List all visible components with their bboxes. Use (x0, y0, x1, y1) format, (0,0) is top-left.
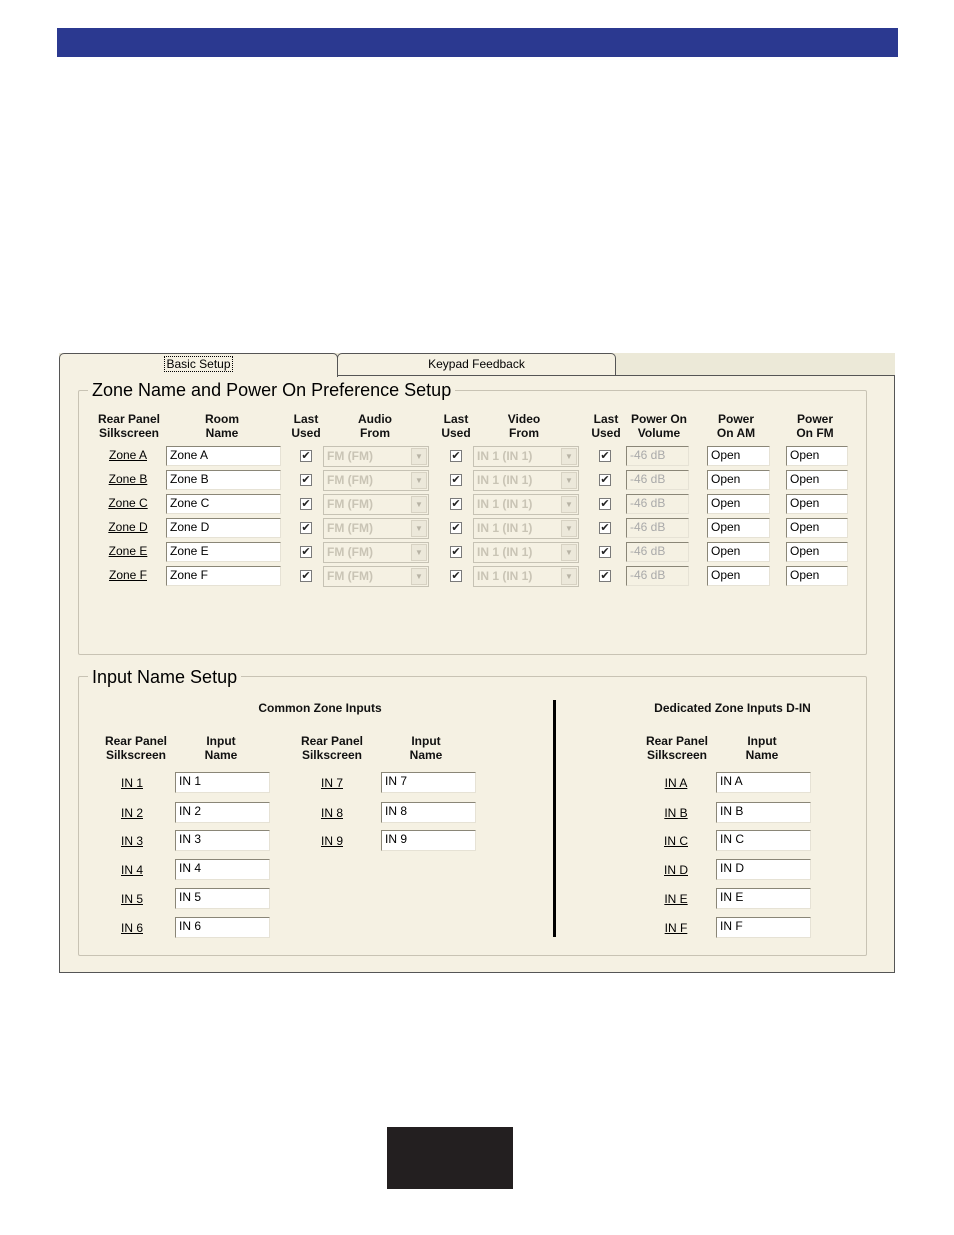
audio-from-value: FM (FM) (327, 521, 373, 535)
common-input-name-field[interactable]: IN 3 (175, 830, 270, 851)
room-name-field[interactable]: Zone E (166, 542, 281, 562)
common-input-name-field[interactable]: IN 1 (175, 772, 270, 793)
audio-from-value: FM (FM) (327, 497, 373, 511)
audio-from-value: FM (FM) (327, 545, 373, 559)
power-on-fm-field[interactable]: Open (786, 566, 848, 586)
common-input-name-field[interactable]: IN 4 (175, 859, 270, 880)
header-last-used-video: Last Used (441, 412, 471, 440)
section-divider (553, 700, 556, 937)
dedicated-input-silkscreen-link[interactable]: IN F (664, 921, 688, 935)
common-input-silkscreen-link[interactable]: IN 7 (320, 776, 343, 790)
dropdown-arrow-icon: ▼ (561, 448, 577, 465)
power-on-volume-field[interactable]: -46 dB (626, 470, 689, 490)
power-on-fm-field[interactable]: Open (786, 518, 848, 538)
common-input-name-field[interactable]: IN 6 (175, 917, 270, 938)
checkmark-icon: ✔ (600, 450, 610, 462)
last-used-volume-checkbox[interactable] (599, 570, 611, 582)
tab-basic-setup-label: Basic Setup (166, 357, 231, 371)
common-input-silkscreen-link[interactable]: IN 5 (120, 892, 143, 906)
power-on-am-field[interactable]: Open (707, 518, 770, 538)
checkmark-icon: ✔ (451, 474, 461, 486)
power-on-am-field[interactable]: Open (707, 446, 770, 466)
dropdown-arrow-icon: ▼ (411, 520, 427, 537)
last-used-volume-checkbox[interactable] (599, 498, 611, 510)
power-on-am-field[interactable]: Open (707, 470, 770, 490)
checkmark-icon: ✔ (600, 498, 610, 510)
dedicated-input-name-field[interactable]: IN E (716, 888, 811, 909)
header-power-on-volume: Power On Volume (630, 412, 687, 440)
dedicated-input-silkscreen-link[interactable]: IN C (664, 834, 688, 848)
top-banner (57, 28, 898, 57)
room-name-field[interactable]: Zone B (166, 470, 281, 490)
header-room-name: Room Name (205, 412, 239, 440)
zone-silkscreen-link[interactable]: Zone C (108, 496, 148, 510)
header-last-used-volume: Last Used (591, 412, 621, 440)
header-rear-panel: Rear Panel Silkscreen (97, 412, 161, 440)
last-used-volume-checkbox[interactable] (599, 474, 611, 486)
last-used-audio-checkbox[interactable] (300, 498, 312, 510)
zone-setup-title: Zone Name and Power On Preference Setup (88, 379, 455, 401)
last-used-video-checkbox[interactable] (450, 570, 462, 582)
header-input-name-col1: Input Name (204, 734, 238, 762)
last-used-video-checkbox[interactable] (450, 546, 462, 558)
dropdown-arrow-icon: ▼ (561, 520, 577, 537)
common-input-silkscreen-link[interactable]: IN 2 (120, 806, 143, 820)
power-on-fm-field[interactable]: Open (786, 542, 848, 562)
audio-from-value: FM (FM) (327, 473, 373, 487)
checkmark-icon: ✔ (600, 522, 610, 534)
room-name-field[interactable]: Zone A (166, 446, 281, 466)
last-used-audio-checkbox[interactable] (300, 570, 312, 582)
header-rear-panel-dedicated: Rear Panel Silkscreen (645, 734, 709, 762)
page-footer-box (387, 1127, 513, 1189)
header-audio-from: Audio From (358, 412, 392, 440)
checkmark-icon: ✔ (451, 450, 461, 462)
last-used-video-checkbox[interactable] (450, 498, 462, 510)
zone-silkscreen-link[interactable]: Zone A (108, 448, 148, 462)
dedicated-input-silkscreen-link[interactable]: IN E (664, 892, 688, 906)
power-on-volume-field[interactable]: -46 dB (626, 566, 689, 586)
last-used-audio-checkbox[interactable] (300, 546, 312, 558)
last-used-volume-checkbox[interactable] (599, 522, 611, 534)
header-last-used-audio: Last Used (291, 412, 321, 440)
header-rear-panel-col1: Rear Panel Silkscreen (104, 734, 168, 762)
video-from-select[interactable] (473, 494, 579, 515)
power-on-fm-field[interactable]: Open (786, 494, 848, 514)
zone-silkscreen-link[interactable]: Zone F (108, 568, 147, 582)
tab-basic-setup[interactable] (59, 353, 338, 377)
common-input-silkscreen-link[interactable]: IN 9 (320, 834, 343, 848)
audio-from-value: FM (FM) (327, 449, 373, 463)
zone-silkscreen-link[interactable]: Zone B (108, 472, 148, 486)
audio-from-select[interactable] (323, 518, 429, 539)
dedicated-input-silkscreen-link[interactable]: IN A (664, 776, 688, 790)
video-from-value: IN 1 (IN 1) (477, 449, 533, 463)
dedicated-input-silkscreen-link[interactable]: IN D (664, 863, 688, 877)
video-from-value: IN 1 (IN 1) (477, 497, 533, 511)
video-from-select[interactable] (473, 470, 579, 491)
audio-from-select[interactable] (323, 446, 429, 467)
video-from-value: IN 1 (IN 1) (477, 521, 533, 535)
common-input-silkscreen-link[interactable]: IN 8 (320, 806, 343, 820)
checkmark-icon: ✔ (600, 474, 610, 486)
audio-from-select[interactable] (323, 542, 429, 563)
header-video-from: Video From (507, 412, 541, 440)
common-input-name-field[interactable]: IN 9 (381, 830, 476, 851)
video-from-select[interactable] (473, 566, 579, 587)
checkmark-icon: ✔ (451, 546, 461, 558)
last-used-video-checkbox[interactable] (450, 450, 462, 462)
common-inputs-title: Common Zone Inputs (258, 701, 382, 715)
dropdown-arrow-icon: ▼ (411, 544, 427, 561)
dropdown-arrow-icon: ▼ (411, 496, 427, 513)
video-from-value: IN 1 (IN 1) (477, 473, 533, 487)
header-input-name-dedicated: Input Name (745, 734, 779, 762)
common-input-name-field[interactable]: IN 7 (381, 772, 476, 793)
dedicated-input-name-field[interactable]: IN B (716, 802, 811, 823)
last-used-video-checkbox[interactable] (450, 522, 462, 534)
dropdown-arrow-icon: ▼ (561, 544, 577, 561)
video-from-select[interactable] (473, 446, 579, 467)
common-input-name-field[interactable]: IN 2 (175, 802, 270, 823)
room-name-field[interactable]: Zone F (166, 566, 281, 586)
common-input-name-field[interactable]: IN 5 (175, 888, 270, 909)
video-from-value: IN 1 (IN 1) (477, 569, 533, 583)
last-used-audio-checkbox[interactable] (300, 522, 312, 534)
dropdown-arrow-icon: ▼ (411, 472, 427, 489)
last-used-audio-checkbox[interactable] (300, 474, 312, 486)
video-from-value: IN 1 (IN 1) (477, 545, 533, 559)
zone-silkscreen-link[interactable]: Zone E (108, 544, 148, 558)
audio-from-value: FM (FM) (327, 569, 373, 583)
power-on-volume-field[interactable]: -46 dB (626, 518, 689, 538)
power-on-fm-field[interactable]: Open (786, 446, 848, 466)
header-input-name-col2: Input Name (409, 734, 443, 762)
dropdown-arrow-icon: ▼ (561, 568, 577, 585)
power-on-fm-field[interactable]: Open (786, 470, 848, 490)
checkmark-icon: ✔ (600, 570, 610, 582)
tab-keypad-feedback[interactable] (337, 353, 616, 375)
common-input-silkscreen-link[interactable]: IN 3 (120, 834, 143, 848)
header-rear-panel-col2: Rear Panel Silkscreen (300, 734, 364, 762)
common-input-silkscreen-link[interactable]: IN 6 (120, 921, 143, 935)
video-from-select[interactable] (473, 518, 579, 539)
input-setup-title: Input Name Setup (88, 666, 241, 688)
dedicated-inputs-title: Dedicated Zone Inputs D-IN (654, 701, 811, 715)
checkmark-icon: ✔ (301, 570, 311, 582)
header-power-on-am: Power On AM (716, 412, 756, 440)
dedicated-input-silkscreen-link[interactable]: IN B (664, 806, 688, 820)
last-used-volume-checkbox[interactable] (599, 450, 611, 462)
header-power-on-fm: Power On FM (796, 412, 834, 440)
checkmark-icon: ✔ (301, 546, 311, 558)
checkmark-icon: ✔ (451, 522, 461, 534)
dropdown-arrow-icon: ▼ (411, 448, 427, 465)
common-input-silkscreen-link[interactable]: IN 4 (120, 863, 143, 877)
common-input-silkscreen-link[interactable]: IN 1 (120, 776, 143, 790)
checkmark-icon: ✔ (301, 522, 311, 534)
zone-silkscreen-link[interactable]: Zone D (108, 520, 148, 534)
dedicated-input-name-field[interactable]: IN A (716, 772, 811, 793)
checkmark-icon: ✔ (301, 450, 311, 462)
audio-from-select[interactable] (323, 494, 429, 515)
dropdown-arrow-icon: ▼ (411, 568, 427, 585)
dropdown-arrow-icon: ▼ (561, 496, 577, 513)
room-name-field[interactable]: Zone D (166, 518, 281, 538)
last-used-video-checkbox[interactable] (450, 474, 462, 486)
common-input-name-field[interactable]: IN 8 (381, 802, 476, 823)
dropdown-arrow-icon: ▼ (561, 472, 577, 489)
power-on-volume-field[interactable]: -46 dB (626, 494, 689, 514)
power-on-am-field[interactable]: Open (707, 494, 770, 514)
power-on-volume-field[interactable]: -46 dB (626, 542, 689, 562)
checkmark-icon: ✔ (451, 498, 461, 510)
audio-from-select[interactable] (323, 470, 429, 491)
audio-from-select[interactable] (323, 566, 429, 587)
dedicated-input-name-field[interactable]: IN F (716, 917, 811, 938)
power-on-volume-field[interactable]: -46 dB (626, 446, 689, 466)
last-used-volume-checkbox[interactable] (599, 546, 611, 558)
checkmark-icon: ✔ (600, 546, 610, 558)
checkmark-icon: ✔ (301, 474, 311, 486)
dedicated-input-name-field[interactable]: IN D (716, 859, 811, 880)
power-on-am-field[interactable]: Open (707, 566, 770, 586)
room-name-field[interactable]: Zone C (166, 494, 281, 514)
tab-keypad-feedback-label: Keypad Feedback (428, 357, 525, 371)
video-from-select[interactable] (473, 542, 579, 563)
checkmark-icon: ✔ (451, 570, 461, 582)
last-used-audio-checkbox[interactable] (300, 450, 312, 462)
checkmark-icon: ✔ (301, 498, 311, 510)
dedicated-input-name-field[interactable]: IN C (716, 830, 811, 851)
power-on-am-field[interactable]: Open (707, 542, 770, 562)
